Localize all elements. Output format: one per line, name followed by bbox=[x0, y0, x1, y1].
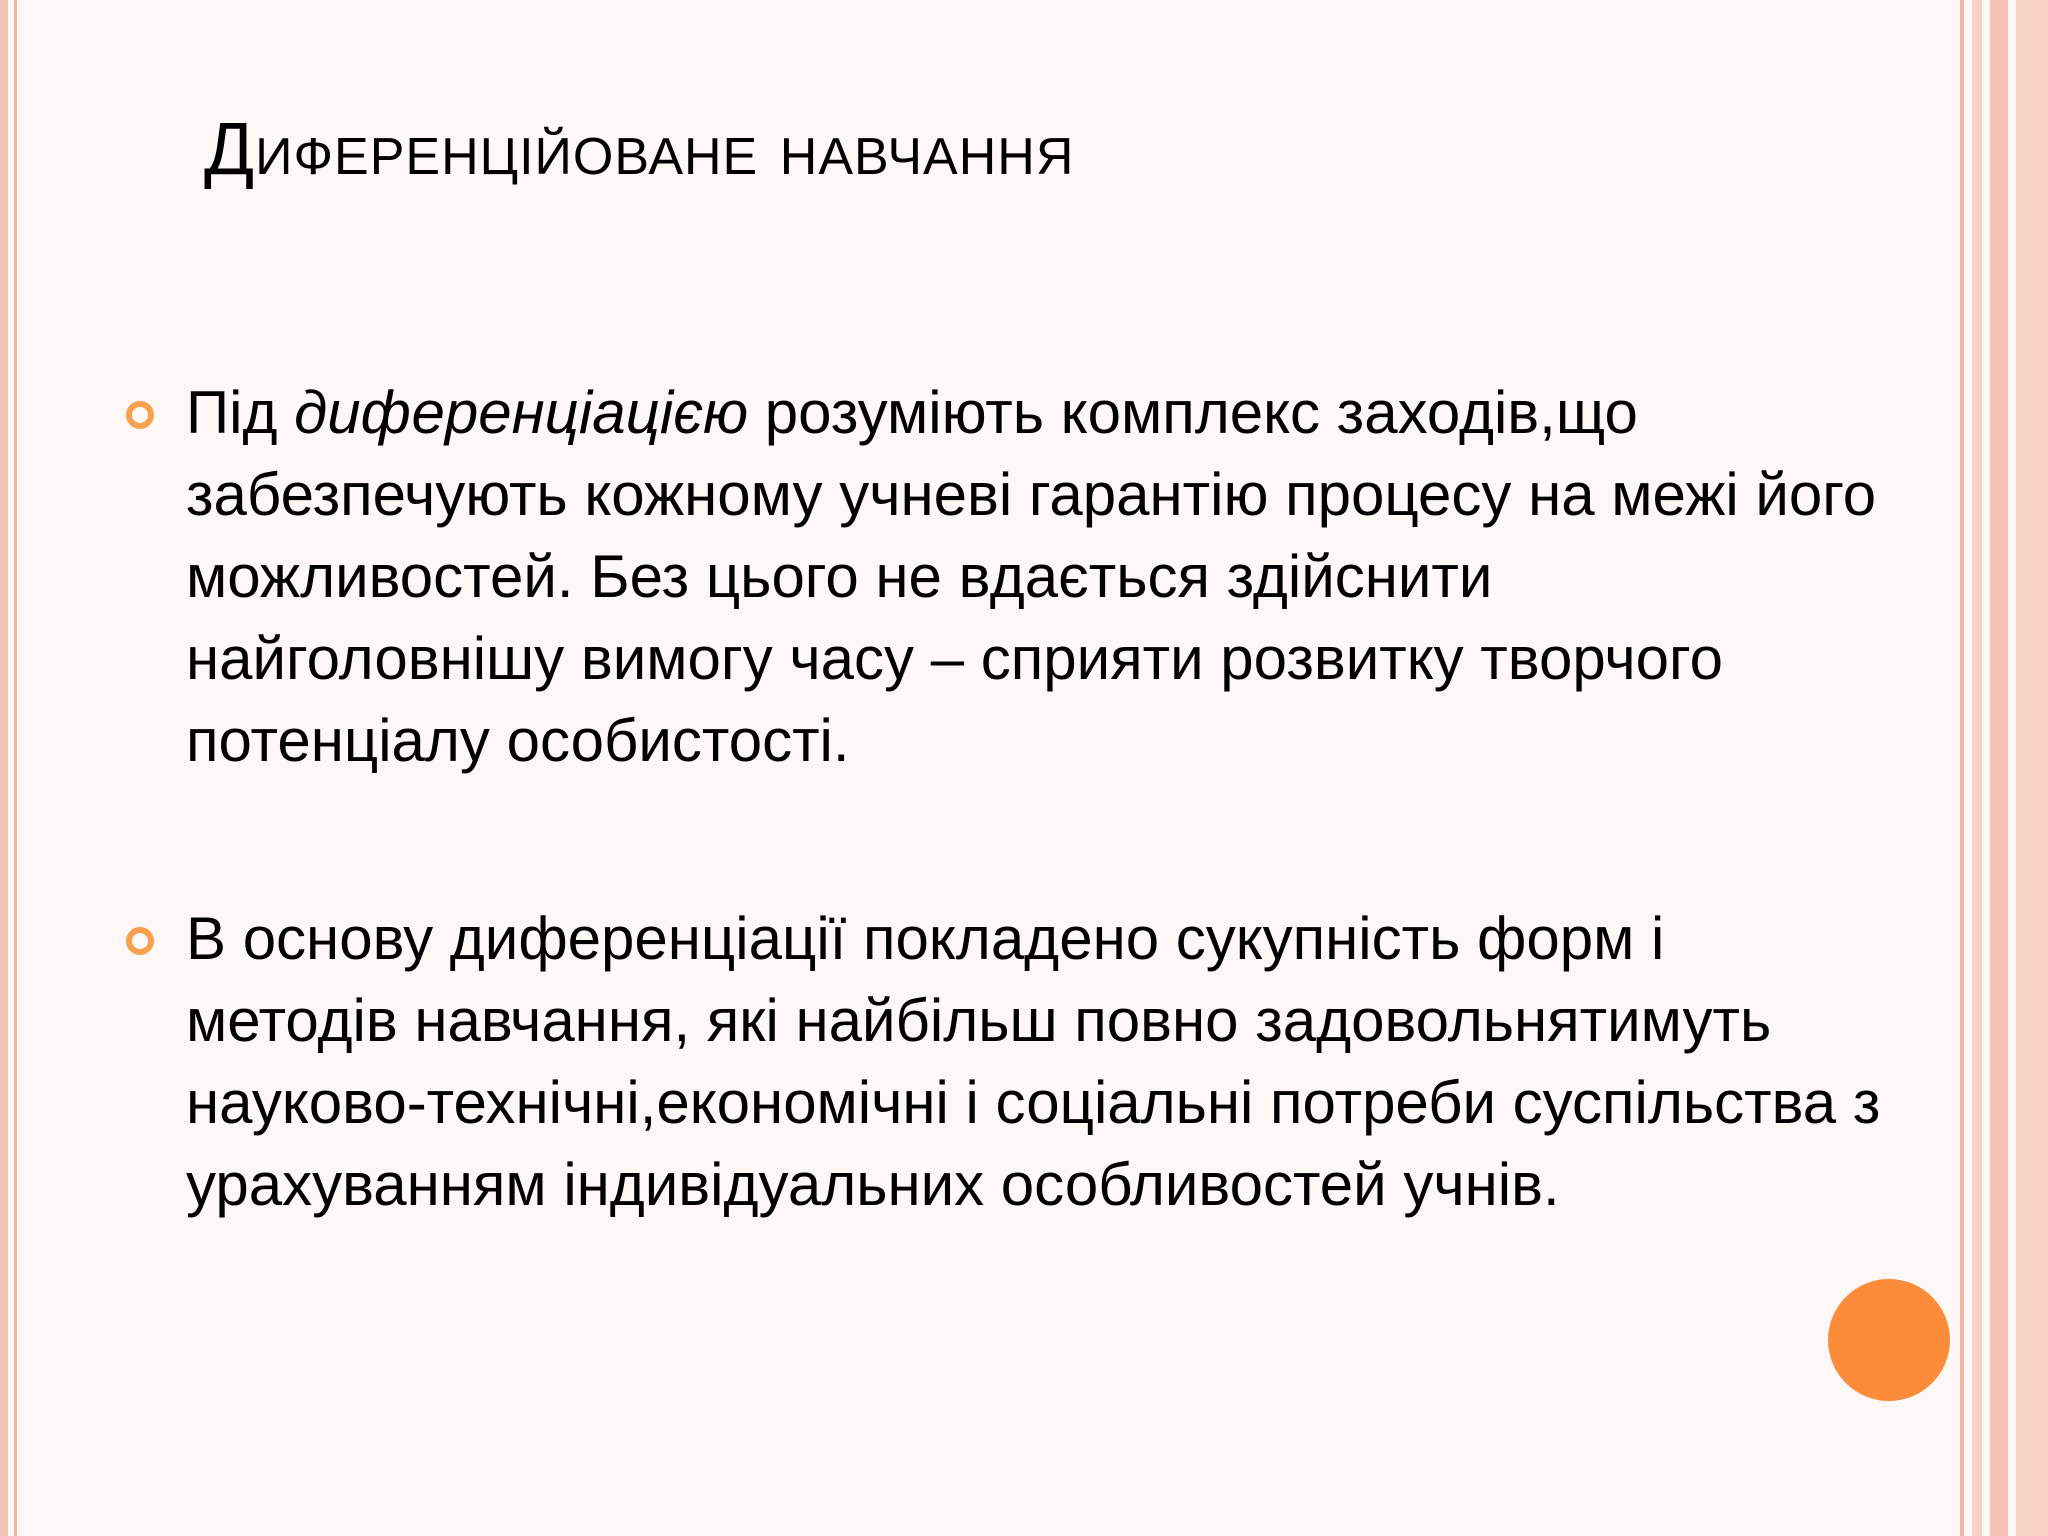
bullet-2-text: В основу диференціації покладено сукупність форм і методів навчання, які найбільш повно задовольнятимуть науково-технічні,економічні і соціальні потреби суспільства з урахуванням індивідуальних особливостей учнів. bbox=[186, 905, 1881, 1218]
bullet-item-2 bbox=[186, 898, 1886, 1226]
bullet-1-text: розуміють комплекс заходів,що забезпечують кожному учневі гарантію процесу на межі його можливостей. Без цього не вдається здійснити найголовнішу вимогу часу – сприяти розвитку творчого потенціалу особистості. bbox=[186, 379, 1877, 774]
left-border-line bbox=[14, 0, 17, 1536]
decorative-orange-circle bbox=[1828, 1279, 1950, 1401]
bullet-1-prefix: Під bbox=[186, 379, 295, 446]
right-border-stripe-mid bbox=[1990, 0, 2008, 1536]
slide-title: Диференційоване навчання bbox=[204, 107, 1075, 190]
bullet-1-emphasis: диференціацією bbox=[294, 379, 749, 446]
right-border-line bbox=[1960, 0, 1964, 1536]
right-border-stripe-wide bbox=[2016, 0, 2048, 1536]
left-border-stripe bbox=[0, 0, 8, 1536]
ring-bullet-icon bbox=[126, 401, 154, 429]
ring-bullet-icon bbox=[126, 927, 154, 955]
right-border-stripe-thin bbox=[1972, 0, 1982, 1536]
bullet-item-1 bbox=[186, 372, 1886, 782]
